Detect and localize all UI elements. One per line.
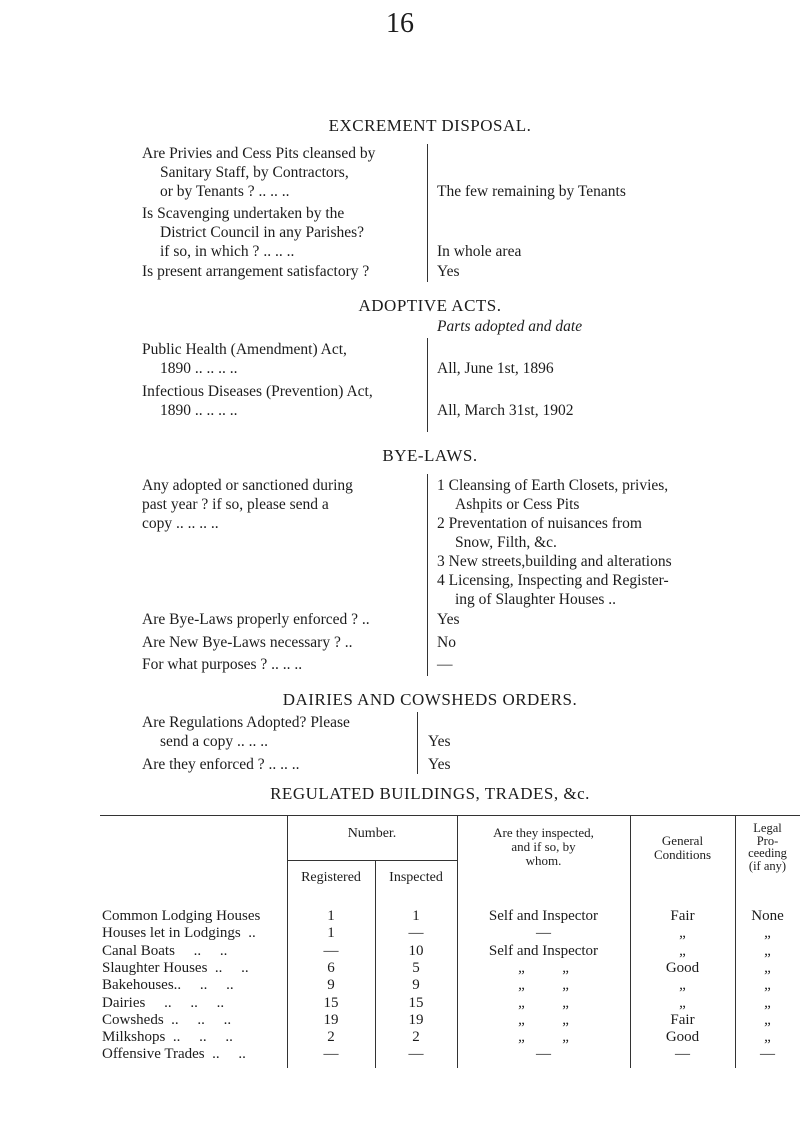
table-cell-conditions: Fair: [670, 1011, 695, 1028]
table-cell-by: Self and Inspector: [488, 942, 599, 959]
byelaws-question-3: Are New Bye-Laws necessary ? ..: [142, 634, 353, 651]
table-cell-by: —: [536, 925, 551, 942]
table-row: [100, 960, 800, 977]
table-cell-by: „ „: [518, 1029, 569, 1046]
table-cell-conditions: „: [679, 942, 686, 959]
table-cell-legal: „: [764, 977, 771, 994]
table-row: [100, 1029, 800, 1046]
section-heading-regulated: REGULATED BUILDINGS, TRADES, &c.: [270, 784, 590, 803]
column-divider: [427, 338, 428, 432]
table-row: [100, 908, 800, 925]
table-cell-name: Houses let in Lodgings ..: [102, 925, 256, 942]
table-cell-name: Slaughter Houses .. ..: [102, 959, 249, 976]
table-cell-inspected: 9: [412, 977, 420, 994]
header-number: Number.: [347, 826, 397, 841]
table-cell-name: Milkshops .. .. ..: [102, 1029, 233, 1046]
table-cell-name: Canal Boats .. ..: [102, 942, 228, 959]
regulated-table-header: [100, 816, 800, 908]
adoptive-question-1: Public Health (Amendment) Act, 1890 .. .. .. ..: [142, 341, 347, 377]
table-cell-by: „ „: [518, 994, 569, 1011]
table-row: [100, 943, 800, 960]
table-cell-conditions: Good: [665, 1029, 700, 1046]
table-cell-legal: „: [764, 1011, 771, 1028]
table-cell-name: Cowsheds .. .. ..: [102, 1011, 232, 1028]
byelaws-question-4: For what purposes ? .. .. ..: [142, 656, 303, 673]
table-cell-legal: „: [764, 942, 771, 959]
header-inspected: Inspected: [389, 870, 443, 885]
table-cell-registered: 1: [327, 908, 335, 924]
byelaws-answer-1: 1 Cleansing of Earth Closets, privies, Ashpits or Cess Pits 2 Preventation of nuisances from Snow, Filth, &c. 3 New streets,building and alterations 4 Licensing, Inspecting and Register- ing of Slaughter Houses ..: [437, 477, 672, 608]
header-registered: Registered: [301, 870, 361, 885]
table-cell-registered: —: [323, 1046, 339, 1063]
table-cell-legal: —: [760, 1046, 775, 1063]
table-cell-legal: None: [751, 908, 784, 924]
byelaws-answer-2: Yes: [437, 611, 460, 628]
table-cell-inspected: 10: [408, 942, 424, 959]
table-cell-name: Bakehouses.. .. ..: [102, 977, 234, 994]
byelaws-answer-4: —: [437, 656, 453, 673]
header-inspected-by: Are they inspected, and if so, by whom.: [493, 825, 594, 868]
table-cell-name: Dairies .. .. ..: [102, 994, 225, 1011]
table-row: [100, 995, 800, 1012]
table-cell-by: —: [536, 1046, 551, 1063]
regulated-table-body: [100, 908, 800, 1068]
table-cell-registered: —: [323, 942, 339, 959]
table-cell-conditions: —: [675, 1046, 690, 1063]
table-cell-registered: 2: [327, 1029, 335, 1046]
table-row: [100, 925, 800, 942]
dairies-answer-2: Yes: [428, 756, 451, 773]
table-cell-name: Offensive Trades .. ..: [102, 1046, 246, 1063]
column-divider: [417, 712, 418, 774]
table-cell-legal: „: [764, 925, 771, 942]
section-heading-dairies: DAIRIES AND COWSHEDS ORDERS.: [282, 690, 578, 709]
adoptive-question-2: Infectious Diseases (Prevention) Act, 1890 .. .. .. ..: [142, 383, 373, 419]
table-cell-legal: „: [764, 959, 771, 976]
excrement-question-3: Is present arrangement satisfactory ?: [142, 263, 370, 280]
table-cell-registered: 19: [323, 1011, 339, 1028]
table-cell-by: „ „: [518, 1011, 569, 1028]
table-cell-name: Common Lodging Houses: [102, 908, 261, 924]
table-cell-registered: 9: [327, 977, 335, 994]
header-legal-proceeding: Legal Pro- ceeding (if any): [748, 821, 787, 873]
table-cell-inspected: —: [408, 925, 424, 942]
dairies-question-1: Are Regulations Adopted? Please send a copy .. .. ..: [142, 714, 350, 750]
table-row: [100, 1046, 800, 1063]
byelaws-answer-3: No: [437, 634, 456, 651]
table-cell-conditions: „: [679, 994, 686, 1011]
dairies-question-2: Are they enforced ? .. .. ..: [142, 756, 300, 773]
table-cell-inspected: —: [408, 1046, 424, 1063]
column-divider: [427, 474, 428, 676]
excrement-answer-1: The few remaining by Tenants: [437, 183, 626, 200]
section-heading-excrement: EXCREMENT DISPOSAL.: [328, 116, 532, 135]
excrement-answer-3: Yes: [437, 263, 460, 280]
table-cell-inspected: 2: [412, 1029, 420, 1046]
header-number-rule: [287, 860, 457, 861]
column-divider: [427, 144, 428, 282]
table-cell-by: Self and Inspector: [488, 908, 599, 924]
table-cell-conditions: Fair: [670, 908, 695, 924]
excrement-answer-2: In whole area: [437, 243, 522, 260]
table-row: [100, 1012, 800, 1029]
table-cell-registered: 15: [323, 994, 339, 1011]
adoptive-subheading: Parts adopted and date: [437, 318, 583, 335]
table-cell-by: „ „: [518, 959, 569, 976]
header-general-conditions: General Conditions: [653, 833, 712, 862]
table-cell-inspected: 15: [408, 994, 424, 1011]
table-cell-registered: 6: [327, 959, 335, 976]
adoptive-answer-1: All, June 1st, 1896: [437, 360, 554, 377]
table-row: [100, 977, 800, 994]
byelaws-question-1: Any adopted or sanctioned during past year ? if so, please send a copy .. .. .. ..: [142, 477, 353, 532]
table-cell-conditions: „: [679, 925, 686, 942]
adoptive-answer-2: All, March 31st, 1902: [437, 402, 574, 419]
table-cell-inspected: 5: [412, 959, 420, 976]
section-heading-adoptive: ADOPTIVE ACTS.: [358, 296, 502, 315]
page-number: 16: [386, 8, 414, 39]
table-cell-conditions: „: [679, 977, 686, 994]
excrement-question-1: Are Privies and Cess Pits cleansed by Sanitary Staff, by Contractors, or by Tenants ? .. .. ..: [142, 145, 376, 200]
table-cell-inspected: 1: [412, 908, 420, 924]
table-cell-legal: „: [764, 1029, 771, 1046]
table-cell-legal: „: [764, 994, 771, 1011]
table-cell-conditions: Good: [665, 959, 700, 976]
dairies-answer-1: Yes: [428, 733, 451, 750]
section-heading-byelaws: BYE-LAWS.: [382, 446, 478, 465]
table-cell-by: „ „: [518, 977, 569, 994]
excrement-question-2: Is Scavenging undertaken by the District Council in any Parishes? if so, in which ? .. .. ..: [142, 205, 365, 260]
byelaws-question-2: Are Bye-Laws properly enforced ? ..: [142, 611, 370, 628]
table-cell-registered: 1: [327, 925, 335, 942]
table-cell-inspected: 19: [408, 1011, 424, 1028]
